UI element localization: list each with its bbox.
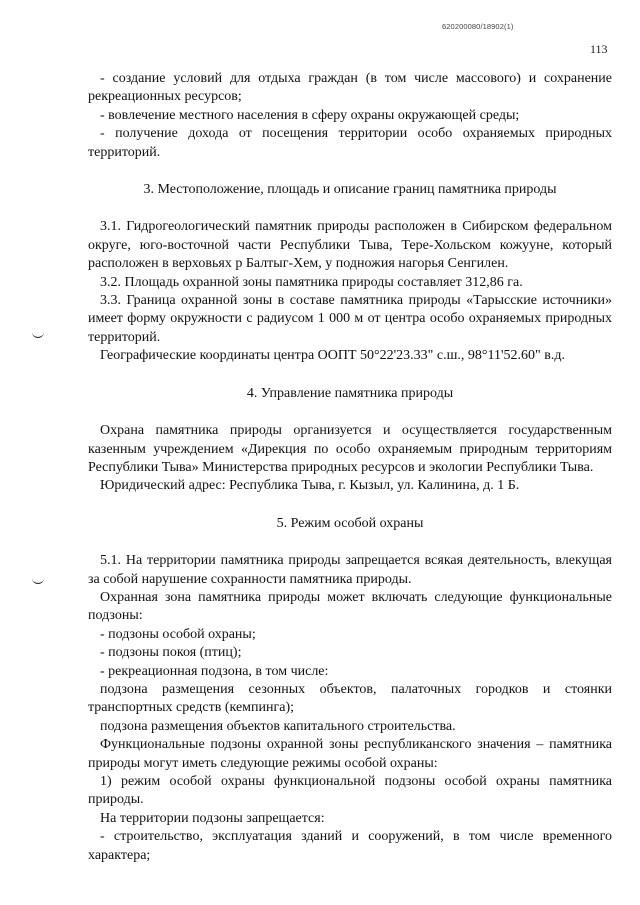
paragraph: Охранная зона памятника природы может включать следующие функциональные подзоны:: [88, 589, 612, 624]
section-heading: 5. Режим особой охраны: [276, 515, 424, 531]
document-body: [88, 70, 612, 865]
page-number: 113: [590, 42, 608, 56]
paragraph: - получение дохода от посещения территории особо охраняемых природных территорий.: [88, 126, 612, 160]
paragraph: 3.3. Граница охранной зоны в составе памятника природы «Тарысские источники» имеет форму окружности с радиусом 1 000 м от центра особо охраняемых природных территорий.: [88, 293, 612, 345]
hole-punch-mark-lower: [32, 577, 44, 584]
section-heading: 4. Управление памятника природы: [246, 385, 454, 401]
paragraph: На территории подзоны запрещается:: [100, 810, 325, 826]
paragraph: Функциональные подзоны охранной зоны республиканского значения – памятника природы могут иметь следующие режимы особой охраны:: [88, 737, 612, 771]
paragraph: подзона размещения объектов капитального строительства.: [100, 718, 456, 734]
hole-punch-mark-upper: [32, 331, 44, 338]
section-heading: 3. Местоположение, площадь и описание границ памятника природы: [143, 182, 557, 198]
paragraph: Охрана памятника природы организуется и осуществляется государственным казенным учреждением «Дирекция по особо охраняемым природным территориям Республики Тыва» Министерства природных ресурсов и экологии Республики Тыва.: [88, 423, 612, 475]
paragraph: Географические координаты центра ООПТ 50°22'23.33" с.ш., 98°11'52.60" в.д.: [100, 348, 565, 364]
paragraph: 5.1. На территории памятника природы запрещается всякая деятельность, влекущая за собой нарушение сохранности памятника природы.: [88, 553, 612, 587]
paragraph: 3.2. Площадь охранной зоны памятника природы составляет 312,86 га.: [100, 274, 523, 290]
paragraph: - создание условий для отдыха граждан (в том числе массового) и сохранение рекреационных ресурсов;: [88, 71, 612, 105]
document-id: 620200080/18902(1): [442, 22, 514, 31]
paragraph: Юридический адрес: Республика Тыва, г. Кызыл, ул. Калинина, д. 1 Б.: [100, 478, 520, 494]
paragraph: - вовлечение местного населения в сферу охраны окружающей среды;: [100, 107, 520, 123]
paragraph: 1) режим особой охраны функциональной подзоны особой охраны памятника природы.: [88, 774, 612, 808]
list-item: - строительство, эксплуатация зданий и сооружений, в том числе временного характера;: [88, 829, 612, 863]
paragraph: подзона размещения сезонных объектов, палаточных городков и стоянки транспортных средств (кемпинга);: [88, 681, 612, 716]
list-item: - подзоны покоя (птиц);: [100, 645, 242, 661]
list-item: - рекреационная подзона, в том числе:: [100, 663, 329, 679]
paragraph: 3.1. Гидрогеологический памятник природы расположен в Сибирском федеральном округе, юго-восточной части Республики Тыва, Тере-Хольском кожууне, который расположен в верховьях р Балтыг-Хем, у подножия нагорья Сенгилен.: [88, 219, 612, 272]
list-item: - подзоны особой охраны;: [100, 626, 256, 642]
